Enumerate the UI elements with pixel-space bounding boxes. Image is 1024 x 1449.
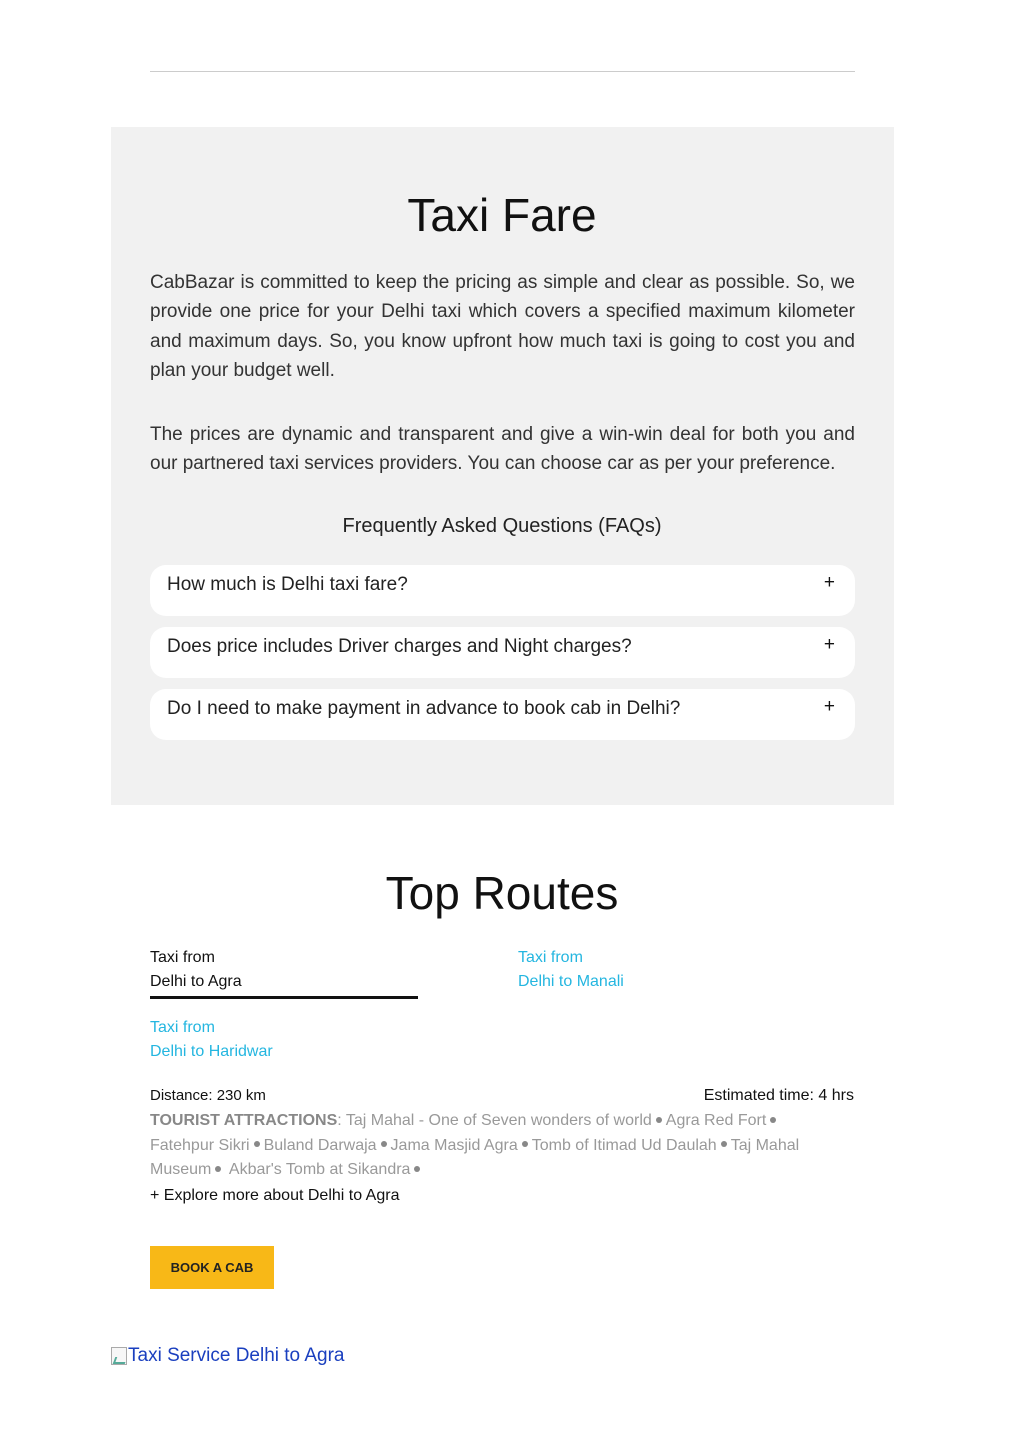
- faq-item-1[interactable]: [150, 565, 855, 616]
- route-distance: Distance: 230 km: [150, 1087, 266, 1104]
- faq-item-2[interactable]: [150, 627, 855, 678]
- expand-plus-icon[interactable]: +: [823, 572, 835, 593]
- fare-paragraph-1: CabBazar is committed to keep the pricing as simple and clear as possible. So, we provide one price for your Delhi taxi which covers a specified maximum kilometer and maximum days. So, you know upfront how much taxi is going to cost you and plan your budget well.: [150, 272, 855, 381]
- expand-plus-icon[interactable]: +: [823, 634, 835, 655]
- route-tab-delhi-agra[interactable]: [150, 946, 242, 994]
- bullet-dot-icon: [254, 1141, 260, 1147]
- bullet-dot-icon: [656, 1117, 662, 1123]
- attraction-item: Buland Darwaja: [263, 1136, 377, 1154]
- route-tab-line2: Delhi to Manali: [518, 973, 624, 990]
- distance-value: 230 km: [216, 1087, 266, 1104]
- time-value: 4 hrs: [818, 1087, 854, 1104]
- route-image[interactable]: [111, 1345, 345, 1367]
- fare-paragraph-2: The prices are dynamic and transparent and give a win-win deal for both you and our partnered taxi services providers. You can choose car as per your preference.: [150, 424, 855, 475]
- faq-question: Does price includes Driver charges and Night charges?: [167, 636, 632, 657]
- faq-item-3[interactable]: [150, 689, 855, 740]
- book-a-cab-button[interactable]: BOOK A CAB: [150, 1246, 274, 1289]
- taxi-fare-title: Taxi Fare: [407, 189, 597, 241]
- bullet-dot-icon: [414, 1166, 420, 1172]
- bullet-dot-icon: [721, 1141, 727, 1147]
- faq-question: Do I need to make payment in advance to book cab in Delhi?: [167, 698, 681, 719]
- attraction-item: Jama Masjid Agra: [390, 1136, 518, 1154]
- image-alt-text: Taxi Service Delhi to Agra: [128, 1345, 345, 1366]
- route-tab-line2: Delhi to Haridwar: [150, 1043, 273, 1060]
- explore-more-link[interactable]: + Explore more about Delhi to Agra: [150, 1187, 400, 1204]
- attraction-item: Tomb of Itimad Ud Daulah: [531, 1136, 717, 1154]
- faq-heading: Frequently Asked Questions (FAQs): [342, 515, 662, 537]
- broken-image-icon: [111, 1347, 127, 1365]
- route-tab-delhi-manali[interactable]: [518, 946, 624, 994]
- bullet-dot-icon: [522, 1141, 528, 1147]
- top-routes-title: Top Routes: [385, 867, 619, 919]
- bullet-dot-icon: [381, 1141, 387, 1147]
- time-label: Estimated time: [703, 1087, 810, 1104]
- attraction-item: Fatehpur Sikri: [150, 1136, 250, 1154]
- attraction-item: Akbar's Tomb at Sikandra: [228, 1161, 411, 1178]
- bullet-dot-icon: [770, 1117, 776, 1123]
- route-tab-line2: Delhi to Agra: [150, 973, 242, 990]
- distance-label: Distance: [150, 1087, 209, 1104]
- attractions-label: TOURIST ATTRACTIONS: [150, 1112, 338, 1129]
- route-tab-line1: Taxi from: [150, 949, 215, 966]
- route-tab-line1: Taxi from: [150, 1019, 215, 1036]
- faq-question: How much is Delhi taxi fare?: [167, 574, 408, 595]
- route-tab-line1: Taxi from: [518, 949, 583, 966]
- attraction-item: Taj Mahal Museum: [150, 1136, 800, 1178]
- attraction-item: Taj Mahal - One of Seven wonders of world: [345, 1112, 652, 1129]
- tourist-attractions: TOURIST ATTRACTIONS: Taj Mahal - One of Seven wonders of world Agra Red FortFatehpur Sikri Buland Darwaja Jama Masjid Agra Tomb of Itimad Ud Daulah Taj Mahal Museum Akbar's Tomb at Sikandra: [150, 1112, 800, 1178]
- bullet-dot-icon: [215, 1166, 221, 1172]
- active-tab-underline: [150, 996, 418, 999]
- route-estimated-time: Estimated time: 4 hrs: [703, 1087, 854, 1104]
- expand-plus-icon[interactable]: +: [823, 696, 835, 717]
- top-divider: [150, 71, 855, 72]
- route-tab-delhi-haridwar[interactable]: [150, 1016, 273, 1064]
- attraction-item: Agra Red Fort: [665, 1112, 767, 1129]
